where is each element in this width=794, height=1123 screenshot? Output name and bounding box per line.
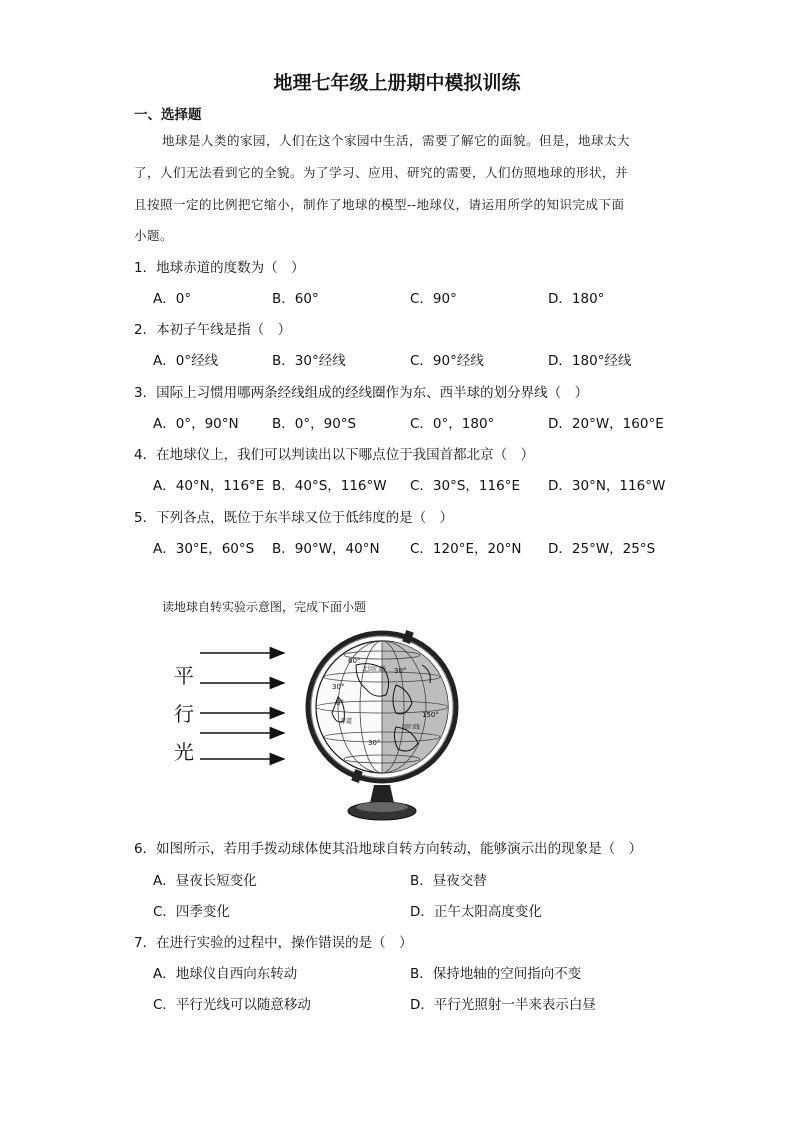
parallel-light-arrows [200,653,284,759]
intro-line: 了，人们无法看到它的全貌。为了学习、应用、研究的需要，人们仿照地球的形状，并 [134,165,629,180]
intro-line: 地球是人类的家园，人们在这个家园中生活，需要了解它的面貌。但是，地球太大 [162,133,631,148]
label-lat0: 0° [336,699,344,707]
light-label-char: 行 [174,702,194,726]
label-cancer: 回归线 [402,724,421,731]
q2-option-b: B．30°经线 [272,353,346,369]
q5-option-a: A．30°E，60°S [153,541,255,557]
q6-option-a: A．昼夜长短变化 [153,873,257,889]
light-label-char: 光 [174,740,194,764]
q4-option-c: C．30°S，116°E [410,478,520,494]
label-lat30n: 30° [332,683,345,691]
q6-option-d: D．正午太阳高度变化 [410,904,542,920]
question-7: 7．在进行实验的过程中，操作错误的是（ ） [134,935,413,951]
q3-option-b: B．0°，90°S [272,416,357,432]
figure-caption: 读地球自转实验示意图，完成下面小题 [162,600,367,614]
question-2: 2．本初子午线是指（ ） [134,322,292,338]
globe-rotation-figure [160,625,460,830]
q6-option-c: C．四季变化 [153,904,230,920]
section-heading: 一、选择题 [134,107,202,123]
label-lon150: 150° [422,711,439,719]
label-tropic: 北回归线 [362,666,387,673]
q7-option-d: D．平行光照射一半来表示白昼 [410,997,596,1013]
globe-stand [348,785,416,820]
intro-line: 且按照一定的比例把它缩小，制作了地球的模型--地球仪，请运用所学的知识完成下面 [134,197,625,212]
q2-option-c: C．90°经线 [410,353,484,369]
q2-option-d: D．180°经线 [548,353,632,369]
q4-option-d: D．30°N，116°W [548,478,666,494]
q7-option-b: B．保持地轴的空间指向不变 [410,966,582,982]
q3-option-a: A．0°，90°N [153,416,239,432]
q5-option-d: D．25°W，25°S [548,541,656,557]
q2-option-a: A．0°经线 [153,353,219,369]
label-lat60: 60° [348,657,361,665]
question-3: 3．国际上习惯用哪两条经线组成的经线圈作为东、西半球的划分界线（ ） [134,385,589,401]
axis-bottom-knob [351,769,363,783]
q4-option-a: A．40°N，116°E [153,478,265,494]
q6-option-b: B．昼夜交替 [410,873,487,889]
label-lat30s: 30° [368,739,381,747]
light-label-char: 平 [174,664,194,688]
q1-option-d: D．180° [548,291,605,307]
q7-option-a: A．地球仪自西向东转动 [153,966,298,982]
q1-option-a: A．0° [153,291,192,307]
q4-option-b: B．40°S，116°W [272,478,387,494]
q5-option-b: B．90°W，40°N [272,541,380,557]
page-title: 地理七年级上册期中模拟训练 [273,72,521,94]
question-6: 6．如图所示，若用手拨动球体使其沿地球自转方向转动，能够演示出的现象是（ ） [134,841,643,857]
label-equator: 赤道 [340,718,353,725]
q7-option-c: C．平行光线可以随意移动 [153,997,311,1013]
q3-option-c: C．0°，180° [410,416,495,432]
question-4: 4．在地球仪上，我们可以判读出以下哪点位于我国首都北京（ ） [134,447,535,463]
q1-option-c: C．90° [410,291,457,307]
question-1: 1．地球赤道的度数为（ ） [134,260,305,276]
q3-option-d: D．20°W，160°E [548,416,664,432]
intro-line: 小题。 [134,228,174,243]
question-5: 5．下列各点，既位于东半球又位于低纬度的是（ ） [134,510,454,526]
q5-option-c: C．120°E，20°N [410,541,522,557]
q1-option-b: B．60° [272,291,319,307]
label-lat30n-e: 30° [394,667,407,675]
